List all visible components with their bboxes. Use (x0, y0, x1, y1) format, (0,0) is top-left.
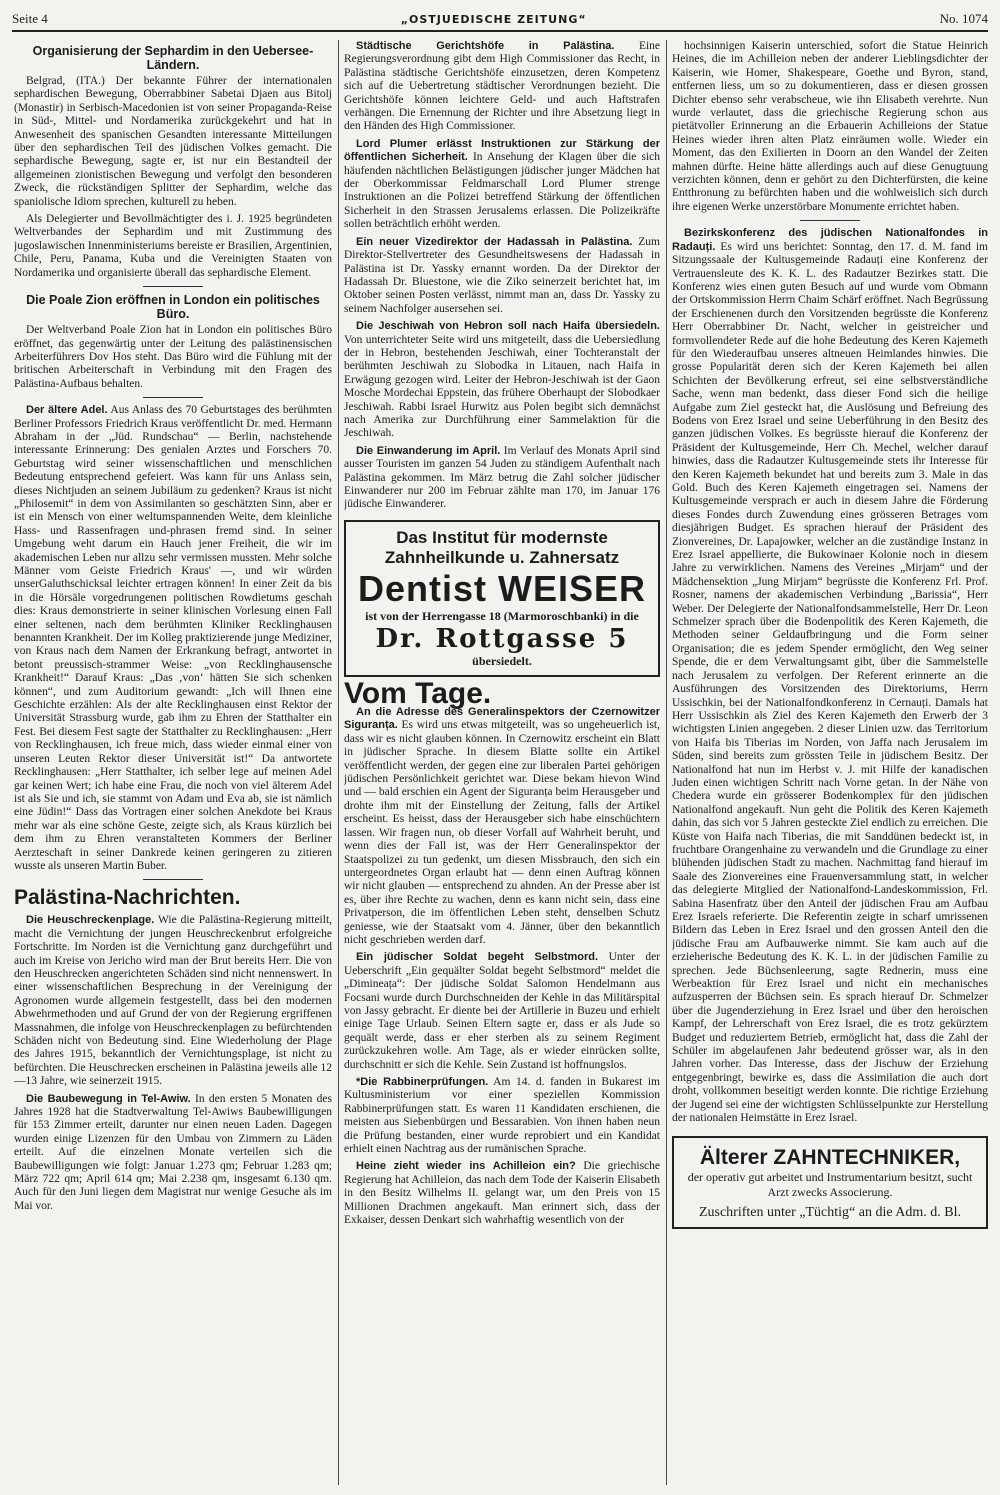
ad-address: Dr. Rottgasse 5 (375, 624, 629, 655)
ad-line: übersiedelt. (472, 654, 532, 669)
article-lead: Ein neuer Vizedirektor der Hadassah in Palästina. (356, 235, 633, 248)
ad-line: der operativ gut arbeitet und Instrumentarium besitzt, sucht Arzt zwecks Associerung. (687, 1169, 973, 1199)
article-text: Eine Regierungsverordnung gibt dem High Commissioner das Recht, in Palästina städtische Gerichtshöfe einzusetzen, deren Kompetenz sich auf die Uebertretung städtischer Verordnungen bezieht. Die Gerichtshöfe können leichtere Geld- und auch Haftstrafen verhängen. Die Ernennung der Richter und ihre Absetzung liegt in den Händen des High Commissioner. (344, 40, 660, 133)
section-headline: Palästina-Nachrichten. (14, 886, 241, 910)
article-paragraph (14, 1093, 332, 1214)
section-headline: Vom Tage. (344, 676, 492, 710)
article-paragraph (344, 1160, 660, 1227)
article-paragraph: Belgrad, (ITA.) Der bekannte Führer der internationalen sephardischen Bewegung, Oberrabbiner Sabetai Djaen aus Bitolj (Monastir) in Serbisch-Macedonien ist von seiner Propaganda-Reise in Süd-, Mittel- und Nordamerika zurückgekehrt und hat in Anwesenheit des spanischen Gesandten interessante Mitteilungen über den sephardischen Teil des jüdischen Volkes gemacht. Die sephardische Bewegung, sagte er, ist nur ein Bestandteil der allgemeinen zionistischen Bewegung und verfolgt den besonderen Zweck, die rückständigen Splitter der Sephardim, welche das spaniolische Idiom sprechen, kulturell zu heben. (14, 75, 332, 208)
article-paragraph (344, 951, 660, 1072)
article-paragraph (344, 320, 660, 441)
article-lead: Städtische Gerichtshöfe in Palästina. (356, 40, 615, 52)
ad-line: Zahnheilkunde u. Zahnersatz (384, 547, 620, 567)
article-headline: Organisierung der Sephardim in den Uebersee-Ländern. (32, 44, 314, 72)
article-lead: Die Baubewegung in Tel-Awiw. (26, 1092, 191, 1105)
article-text: Unter der Ueberschrift „Ein gequälter Soldat begeht Selbstmord“ meldet die „Dimineața“: Der jüdische Soldat Salomon Hendelmann aus Focsani wurde durch Durchschneiden der Kehle in das Militärspital von Jassy gebracht. Er diente bei der Artillerie in Buzeu und erhielt einige Tage Urlaub. Seinen Eltern sagte er, dass er als Jude so gequält werde, dass er eher sterben als zu seinem Regiment zurückzukehren wolle. Am Tage, als er wieder einrücken sollte, durchschnitt er sich die Kehle. Sein Zustand ist hoffnungslos. (344, 951, 660, 1071)
ad-name: Dentist WEISER (357, 567, 647, 609)
article-paragraph (344, 40, 660, 134)
article-lead: Die Einwanderung im April. (356, 444, 501, 457)
article-paragraph: Als Delegierter und Bevollmächtigter des i. J. 1925 begründeten Weltverbandes der Sephardim und mit Zustimmung des jugoslawischen Innenministeriums bereiste er Brasilien, Argentinien, Chile, Peru, Panama, Kuba und die Vereinigten Staaten von Nordamerika und organisierte überall das sephardische Element. (14, 213, 332, 279)
article-paragraph (14, 404, 332, 873)
article-lead: Bezirkskonferenz des jüdischen Nationalfondes in Radauți. (672, 227, 988, 253)
article-text: Von unterrichteter Seite wird uns mitgeteilt, dass die Uebersiedlung der in Hebron, bestehenden Jeschiwah, einer Tochteranstalt der berühmten Jeschiwah zu Slobodka in Litauen, nach Haifa in Erwägung gezogen wird. Leiter der Hebron-Jeschiwah ist der Gaon Mosche Mordechai Eppstein, das frühere Oberhaupt der Slobodkaer Jeschiwah. Rabbi Israel Hurwitz aus Polen begibt sich demnächst nach Amerika zur Durchführung einer Sammelaktion für die Jeschiwah. (344, 333, 660, 440)
article-paragraph: Der Weltverband Poale Zion hat in London ein politisches Büro eröffnet, das gegenwärtig unter der Leitung des palästinensischen Arbeiterführers Dov Hos steht. Das Büro wird die Fühlung mit der britischen Arbeiterschaft in Verbindung mit den Fragen des Palästina-Aufbaus behalten. (14, 324, 332, 390)
article-lead: Lord Plumer erlässt Instruktionen zur Stärkung der öffentlichen Sicherheit. (344, 137, 660, 164)
column-rule-1 (338, 40, 339, 1485)
article-text: Aus Anlass des 70 Geburtstages des berühmten Berliner Professors Friedrich Kraus veröffentlicht Dr. med. Hermann Abraham in der „Jüd. Rundschau“ — Berlin, nachstehende interessante Erinnerung: Des genialen Arztes und Forschers 70. Geburtstag wird seiner wissenschaftlichen und menschlichen Bedeutung entsprechend gefeiert. Was kann für uns Anlass sein, dieses Nichtjuden an seinem Jubiläum zu gedenken? Kraus ist nicht „Philosemit“ in dem von Assimilanten so geschätzten Sinn, aber er ist ein Mensch von einer weltumspannenden Weite, dem kleinliche Hass- und Rassenfragen und-phrasen fremd sind. In seiner Umgebung weht darum ein Hauch jener Freiheit, die wir im akademischen Leben nur allzu sehr vermissen mussten. Mehr solche Männer vom Geiste Friedrich Kraus' —, und wir würden unserGaluthschicksal leichter ertragen können! In einer Zeit da bis in die Hörsäle vorgedrungenen politischen Rowdietums geschah dies: Kraus demonstrierte in seiner klinischen Vorlesung einen Fall einer seltenen, nach dem berühmten Kliniker Recklinghausen benannten Krankheit. Der im Kolleg praktizierende junge Mediziner, von Kraus nach dem Namen der Erkrankung befragt, antwortet in betont preussisch-strammer Weise: „von Recklinghausensche Krankheit!“ Darauf Kraus: „Das ‚von‘ hätten Sie sich schenken können“, und zum Auditorium gewandt: „Ich will Ihnen eine Geschichte erzählen: Als der alte Recklinghausen einst Rektor der Universität Strassburg wurde, gab ihm zu Ehren der Statthalter ein Fest. Bei diesem Fest sagte der Statthalter zu Recklinghausen: „Herr von Recklinghausen, ich freue mich, dass wieder einmal einer von unseren Leuten Rektor dieser Universität ist!“ Da antwortete Recklinghausen: „Herr Statthalter, ich selber lege auf meinen Adel gar keinen Wert; ich habe eine Frau, die noch von viel älterem Adel ist als Sie und ich, sie stammt von Adam und Eva ab, sie ist nämlich eine Jüdin!“ Dass das Vortragen einer solchen Anekdote bei Kraus mehr war als eine schöne Geste, zeigte sich, als Kraus kürzlich bei dem ihm zu Ehren veranstalteten Kommers der Berliner Aerzteschaft in seiner Dankrede keinen geringeren zu zitieren wusste als unseren Martin Buber. (14, 404, 332, 872)
article-text: Wie die Palästina-Regierung mitteilt, macht die Vernichtung der jungen Heuschreckenbrut erfolgreiche Fortschritte. Im Norden ist die Vernichtung ganz durchgeführt und auch im Kreise von Jericho wird man der Brut bereits Herr. Die von den Heuschrecken angerichteten Schäden sind nicht nennenswert. In einer wissenschaftlichen Besprechung in der Vereinigung der Agronomen wurde allgemein festgestellt, dass bei den modernen Abwehrmethoden und auf Grund der von der Regierung ergriffenen Massnahmen, die infolge von Heuschreckenplagen zu befürchtenden Schäden nicht von Bedeutung sind. Eine Wiederholung der Plage des Jahres 1915, bekanntlich der Vernichtungsplage, ist nicht zu befürchten. Die Heuschrecken erscheinen in Palästina jeweils alle 12—13 Jahre, wie seinerzeit 1915. (14, 914, 332, 1088)
separator (800, 220, 860, 221)
column-1 (14, 40, 332, 1485)
zahntechniker-advertisement (672, 1136, 988, 1229)
ad-line: ist von der Herrengasse 18 (Marmoroschbanki) in die (365, 608, 639, 623)
article-text: Die griechische Regierung hat Achilleion, das nach dem Tode der Kaiserin Elisabeth in den Besitz Wilhelms II. gelangt war, um den Preis von 15 Millionen Drachmen angekauft. Man erinnert sich, dass der Exkaiser, dessen Denkart sich wahrhaftig wesentlich von der (344, 1160, 660, 1227)
article-headline: Die Poale Zion eröffnen in London ein politisches Büro. (26, 293, 320, 322)
article-lead: An die Adresse des Generalinspektors der Czernowitzer Siguranța. (344, 706, 660, 732)
article-text: In Ansehung der Klagen über die sich häufenden nächtlichen Belästigungen jüdischer junger Mädchen hat der Oberkommissar Feldmarschall Lord Plumer strenge Instruktionen an die Polizei betreffend Stärkung der öffentlichen Sicherheit in den Strassen Jerusalems erlassen. Die Polizeikräfte sollen beträchtlich erhöht werden. (344, 151, 660, 231)
article-text: Am 14. d. fanden in Bukarest im Kultusministerium vor einer speziellen Kommission Rabbinerprüfungen statt. Es waren 11 Kandidaten erschienen, die meisten aus Siebenbürgen und Bessarabien. Von ihnen haben neun die Prüfung bestanden, einer wurde reprobiert und ein Kandidat erhielt einen Nachtrag aus der rumänischen Sprache. (344, 1076, 660, 1156)
page-number: Seite 4 (12, 11, 48, 26)
article-paragraph (344, 445, 660, 512)
separator (143, 397, 203, 398)
article-lead: Ein jüdischer Soldat begeht Selbstmord. (356, 951, 599, 964)
ad-headline: Älterer ZAHNTECHNIKER, (699, 1145, 961, 1169)
paper-title: „OSTJUEDISCHE ZEITUNG“ (400, 12, 587, 26)
article-paragraph (344, 236, 660, 316)
dentist-advertisement (344, 520, 660, 677)
article-paragraph: hochsinnigen Kaiserin unterschied, sofort die Statue Heinrich Heines, die im Achilleion neben der anderer Lieblingsdichter der Kaiserin, wie Homer, Shakespeare, Goethe und Byron, stand, entfernen liess, um so zu dokumentieren, dass er diesen grossen Dichter ebenso sehr verabscheue, wie ihn Elisabeth verehrte. Nun wurde verlautet, dass die griechische Regierung schon aus pietätvoller Erinnerung an die Erbauerin Achilleions der Statue Heines wieder ihren alten Platz einräumen wolle. Wieder ein Moment, das den Exilierten in Doorn an den Wandel der Zeiten mahnen dürfte. Heine hätte allerdings auch auf diese Genugtuung verzichten können, denn er gehört zu den Dichterfürsten, die keine Entthronung zu befürchten haben und die wohlweislich sich durch ihre eigenen Werke unzerstörbare Monumente errichtet haben. (672, 40, 988, 213)
column-rule-2 (666, 40, 667, 1485)
article-lead: Der ältere Adel. (26, 404, 108, 417)
article-paragraph (14, 914, 332, 1088)
article-paragraph (344, 706, 660, 947)
article-paragraph (344, 138, 660, 232)
masthead (12, 8, 988, 32)
article-text: Es wird uns etwas mitgeteilt, was so ungeheuerlich ist, dass wir es nicht glauben können. In Czernowitz erscheint ein Blatt in jüdischer Sprache. In diesem Blatte sollte ein Artikel veröffentlicht werden, der gegen eine zur liberalen Partei gehörigen jüdischen Persönlichkeit gerichtet war. Diese bekam hievon Wind und — bald erschien ein Agent der Siguranța beim Herausgeber und drohte ihm mit der Einstellung der Zeitung, falls der Artikel erscheint. Es heisst, dass der Herausgeber sich habe einschüchtern lassen. Wir fragen nun, ob dieser Vorfall auf Wahrheit beruht, und wenn dies der Fall ist, was der Herr Generalinspektor der Staatspolizei zu tun gedenkt, um diesen Missbrauch, den sich ein untergeordnetes Organ erlaubt hat — denn einen Auftrag können wir nicht glauben — entsprechend zu ahnden. An der Presse aber ist es, über ihre Rechte zu wachen, denn es kann nicht sein, dass eine Privatperson, die im öffentlichen Leben steht, denselben Schutz geniesse, wie der Staatsakt vom 4. Jänner, über den bekanntlich nicht geschrieben werden darf. (344, 719, 660, 946)
column-2 (344, 40, 660, 1485)
column-3 (672, 40, 988, 1485)
separator (143, 879, 203, 880)
article-lead: Die Heuschreckenplage. (26, 914, 155, 927)
article-lead: *Die Rabbinerprüfungen. (356, 1076, 489, 1088)
separator (143, 286, 203, 287)
article-text: Es wird uns berichtet: Sonntag, den 17. d. M. fand im Sitzungssaale der Kultusgemeinde Radauți eine Konferenz der Vertrauensleute des K. K. L. des Radautzer Bezirkes statt. Die Konferenz wies einen guten Besuch auf und wurde vom Obmann der Ortskommission Herrn Chaim Schärf eröffnet. Nach Begrüssung der Erschienenen durch den Vorsitzenden begrüsste die Konferenz Herr Oberrabbiner Dr. Nacht, welcher in geistreicher und formvollendeter Rede auf die hohe Bedeutung des Keren Kajemeth für den Wiederaufbau unseres altneuen Heimlandes hinwies. Die grosse Popularität deren sich der Keren Kajemeth bei allen Schichten der Bevölkerung erfreut, sei eine selbstverständliche Sache, wenn man bedenkt, dass dieser Fond sich die heilige Aufgabe zum Ziel gesteckt hat, die Auslösung und Befreiung des Bodens von Erez Israel und seine Ueberführung in den Besitz des ganzen jüdischen Volkes. Es begrüsste hierauf die Konferenz der Präsident der Kultusgemeinde, Herr Ch. Mechel, welcher darauf hinwies, dass die Radautzer Kultusgemeinde stets ihr Interesse für den Keren Kajemeth bekundet hat und bereits zum 3. Male in das Gold. Buch des Keren Kajemeth eingetragen sei. Namens der Kultusgemeinde versprach er auch in diesem Jahre die Förderung dieses Fondes durch Zuwendung eines grösseren Betrages vom diesjährigen Budget. Es sprachen hierauf der Präsident des Zionvereines, Dr. Lapajowker, welcher an die zuständige Instanz in Erez Israel appellierte, die Bukowinaer Kolonie noch in diesem Jahre zu verwirklichen. Namens des Vereines „Mirjam“ und der Mädchensektion „Jung Mirjam“ begrüsste die Konferenz Frl. Prof. Rosner, namens der akademischen Verbindung „Barissia“, Herr Weber. Der Delegierte der Nationalfondsammelstelle, Herr Dr. Leon Schmelzer sprach über die Bodenpolitik des Keren Kajemeth, die Methoden seiner Geldaufbringung und die Form seiner Organisation; die es jedem Spender ermöglicht, den Weg seiner Spende, die er dem Verwaltungsamt gibt, über die Sammelstelle nach Jerusalem zu verfolgen. Der Referent erinnerte an die Ausführungen des Vorsitzenden des Direktoriums, Herrn Ussischkin, bei der Nationalfondkonferenz in Cernauți. Damals hat Herr Ussischkin als Ziel des Keren Kajemeth den Erwerb der 3 wichtigsten Linien angegeben. 2 dieser Linien uzw. das Territorium von Haifa bis Tiberias im Norden, von Jaffa nach Jerusalem im Süden, sind bereits zum grössten Teile in jüdischem Besitz. Der Nationalfond hat nun im Herbst v. J. mit Hilfe der kanadischen Juden einen wichtigen Schritt nach Vorne getan. In der Nähe von Chedera wurde ein grösserer Bodenkomplex für den jüdischen Nationalfond angekauft. Nun geht die Politik des Keren Kajemeth dahin, das sich vor 5 Jahren gesteckte Ziel endlich zu erreichen. Die Küste von Haifa nach Tiberias, die mit Sanddünen bedeckt ist, in fruchtbare Orangenhaine zu verwandeln und die Grundlage zu einer blühenden jüdischen Stadt zu machen. Nachmittag fand hierauf im Saale des Zionvereines eine Frauenversammlung statt, in welcher das delegierte Mitglied der Nationalfond-Landeskommission, Frl. Sabina Hasenfratz über den Anteil der jüdischen Frau am Aufbau Erez Israels referierte. Die Referentin zeigte in scharf umrissenen Bildern das Leben in Erez Israel und den grossen Anteil den die jüdische Frau am Aufbauwerke nimmt. Sie kam auch auf die erzieherische Bedeutung des K. K. L. in der jüdischen Familie zu sprechen. Jede Büchsenleerung, sagte Rednerin, muss eine Werbeaktion für Erez Israel und nicht ein mechanisches aufzusperren der Büchsen sein. Es sprach hierauf Dr. Schmelzer über die Jugenderziehung in Erez Israel und über den heroischen Kampf, der Lehrerschaft von Erez Israel, die es trotz gekürztem Budget und reduziertem Betrieb, ermöglicht hat, dass die Zahl der Schüler im abgelaufenen Jahr bedeutend grösser war, als in den Jahren vorher. Das Interesse, dass der Jischuw der Erziehung entgegenbringt, bewirke es, dass die Assimilation die auch dort droht, vollkommen beseitigt werden konnte. Die richtige Erziehung der Jugend sei eine der wichtigsten Schlüsselpunkte zur Herstellung der nationalen Heimstätte in Erez Israel. (672, 240, 988, 1125)
article-paragraph (672, 227, 988, 1125)
article-paragraph (344, 1076, 660, 1156)
issue-number: No. 1074 (939, 11, 988, 26)
article-lead: Heine zieht wieder ins Achilleion ein? (356, 1160, 576, 1173)
article-text: In den ersten 5 Monaten des Jahres 1928 hat die Stadtverwaltung Tel-Awiws Baubewilligungen für 153 Zimmer erteilt, darunter nur einen neuen Laden. Dagegen wurden einige Lizenzen für den Umbau von Zimmern zu Läden erteilt. Auf die einzelnen Monate verteilen sich die Baubewilligungen wie folgt: Januar 1.273 qm; Februar 1.283 qm; März 722 qm; April 614 qm; Mai 2.238 qm, insgesamt 6.130 qm. Auch für den Juni liegen dem Magistrat nur wenige Gesuche als im Mai vor. (14, 1092, 332, 1212)
article-text: Zum Direktor-Stellvertreter des Gesundheitswesens der Hadassah in Palästina ist Dr. Yassky ernannt worden. Da der Direktor der Hadassah Dr. Bluestone, wie die Ziko seinerzeit berichtet hat, im Oktober seinen Posten verlässt, nimmt man an, dass Dr. Yassky zu seinem Nachfolger ausersehen sei. (344, 235, 660, 315)
article-text: Im Verlauf des Monats April sind ausser Touristen im ganzen 54 Juden zu ständigem Aufenthalt nach Palästina gekommen. Im März betrug die Zahl solcher jüdischer Einwanderer nur 200 im Februar zählte man 170, im Januar 176 jüdische Einwanderer. (344, 444, 660, 511)
article-lead: Die Jeschiwah von Hebron soll nach Haifa übersiedeln. (356, 320, 660, 333)
ad-line: Das Institut für modernste (396, 527, 608, 547)
ad-line: Zuschriften unter „Tüchtig“ an die Adm. d. Bl. (698, 1204, 962, 1220)
